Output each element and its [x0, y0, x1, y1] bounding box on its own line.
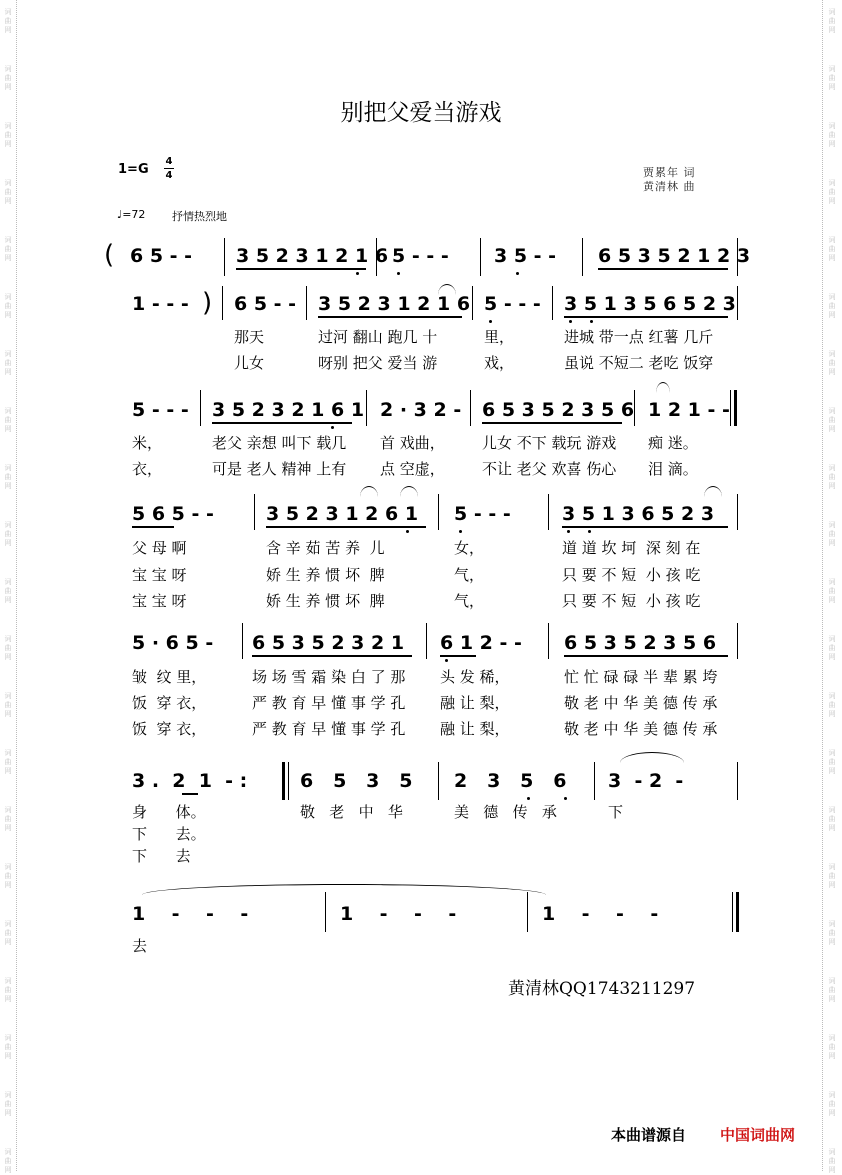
watermark-text: 词曲网: [4, 65, 12, 91]
lyric: 气，: [454, 592, 485, 610]
lyric: 敬 老 中 华 美 德 传 承: [564, 694, 718, 712]
lyric: 那天: [234, 328, 265, 346]
measure: 5 6 5 - -: [132, 503, 214, 525]
watermark-text: 词曲网: [828, 578, 836, 604]
lyricist-credit: 贾累年 词: [643, 166, 696, 179]
watermark-text: 词曲网: [4, 464, 12, 490]
underline-beam: [482, 422, 622, 424]
watermark-text: 词曲网: [4, 863, 12, 889]
watermark-text: 词曲网: [828, 1034, 836, 1060]
measure: 3 . 2 1 - :: [132, 770, 248, 792]
watermark-text: 词曲网: [828, 521, 836, 547]
repeat-barline-thick: [282, 762, 285, 800]
watermark-text: 词曲网: [828, 65, 836, 91]
lyric: 呀别 把父 爱当 游: [318, 354, 438, 372]
underline-beam: [598, 268, 728, 270]
lyric: 敬 老 中 华: [300, 803, 403, 821]
lyric: 里，: [484, 328, 515, 346]
measure: 1 - - -: [132, 293, 189, 315]
measure: 1 2 1 - -: [648, 399, 730, 421]
measure: 5 · 6 5 -: [132, 632, 214, 654]
lyric: 可是 老人 精神 上有: [212, 460, 347, 478]
lyric: 身 体。: [132, 803, 206, 821]
measure: 6 5 3 5 2 3 5 6: [564, 632, 717, 654]
watermark-text: 词曲网: [4, 635, 12, 661]
octave-dot: [516, 272, 519, 275]
lyric: 只 要 不 短 小 孩 吃: [562, 566, 701, 584]
barline: [594, 762, 595, 800]
lyric: 去: [132, 937, 148, 955]
watermark-text: 词曲网: [828, 122, 836, 148]
watermark-text: 词曲网: [828, 749, 836, 775]
lyric: 头 发 稀，: [440, 668, 510, 686]
lyric: 敬 老 中 华 美 德 传 承: [564, 720, 718, 738]
watermark-text: 词曲网: [828, 806, 836, 832]
octave-dot: [590, 320, 593, 323]
measure: 3 5 2 3 2 1 6 1: [212, 399, 365, 421]
barline: [548, 494, 549, 530]
watermark-text: 词曲网: [4, 122, 12, 148]
watermark-text: 词曲网: [4, 236, 12, 262]
barline: [737, 762, 738, 800]
barline: [254, 494, 255, 530]
watermark-text: 词曲网: [828, 350, 836, 376]
lyric: 米，: [132, 434, 163, 452]
lyric: 皱 纹 里，: [132, 668, 207, 686]
measure: 6 5 3 5 2 3 2 1: [252, 632, 405, 654]
key-signature: 1=G: [118, 162, 149, 177]
watermark-text: 词曲网: [828, 407, 836, 433]
lyric: 严 教 育 早 懂 事 学 孔: [252, 720, 406, 738]
underline-beam: [318, 316, 462, 318]
barline: [480, 238, 481, 276]
barline: [242, 623, 243, 659]
measure: 3 5 2 3 1 2 1 6: [236, 245, 389, 267]
time-signature: [164, 156, 174, 181]
octave-dot: [331, 426, 334, 429]
watermark-text: 词曲网: [4, 407, 12, 433]
octave-dot: [569, 320, 572, 323]
measure: 1 - - -: [340, 903, 457, 925]
barline: [306, 286, 307, 320]
measure: 2 · 3 2 -: [380, 399, 462, 421]
watermark-column-right: [826, 0, 838, 1174]
lyric: 下 去: [132, 847, 191, 865]
lyric: 首 戏曲，: [380, 434, 445, 452]
measure: 3 5 1 3 5 6 5 2 3: [564, 293, 736, 315]
slur: [620, 752, 684, 763]
barline: [376, 238, 377, 276]
lyric: 宝 宝 呀: [132, 592, 187, 610]
octave-dot: [397, 272, 400, 275]
measure: 6 5 3 5: [300, 770, 413, 792]
watermark-text: 词曲网: [4, 920, 12, 946]
barline: [582, 238, 583, 276]
repeat-barline-thin: [288, 762, 289, 800]
lyric: 严 教 育 早 懂 事 学 孔: [252, 694, 406, 712]
composer-credit: 黄清林 曲: [643, 180, 696, 193]
lyric: 道 道 坎 坷 深 刻 在: [562, 539, 701, 557]
barline: [366, 390, 367, 426]
octave-dot: [564, 797, 567, 800]
lyric: 泪 滴。: [648, 460, 698, 478]
measure: 6 1 2 - -: [440, 632, 522, 654]
lyric: 过河 翻山 跑几 十: [318, 328, 438, 346]
lyric: 衣，: [132, 460, 163, 478]
barline: [552, 286, 553, 320]
watermark-text: 词曲网: [828, 920, 836, 946]
watermark-text: 词曲网: [828, 179, 836, 205]
underline-beam: [564, 316, 728, 318]
watermark-text: 词曲网: [828, 293, 836, 319]
lyric: 含 辛 茹 苦 养 儿: [266, 539, 385, 557]
measure: 6 5 - -: [130, 245, 193, 267]
watermark-text: 词曲网: [828, 863, 836, 889]
watermark-text: 词曲网: [828, 635, 836, 661]
time-signature-bottom: 4: [165, 170, 173, 181]
underline-beam: [212, 422, 352, 424]
measure: 5 - - -: [132, 399, 189, 421]
lyric: 娇 生 养 惯 坏 脾: [266, 592, 385, 610]
measure: 6 5 - -: [234, 293, 297, 315]
watermark-text: 词曲网: [828, 8, 836, 34]
slur: [360, 486, 378, 497]
lyric: 宝 宝 呀: [132, 566, 187, 584]
lyric: 父 母 啊: [132, 539, 187, 557]
measure: 3 5 2 3 1 2 1 6: [318, 293, 471, 315]
repeat-barline-thick: [734, 390, 737, 426]
underline-beam: [564, 655, 728, 657]
watermark-text: 词曲网: [828, 977, 836, 1003]
time-signature-top: 4: [165, 156, 173, 167]
barline: [737, 494, 738, 530]
final-barline-thin: [732, 892, 733, 932]
measure: 6 5 3 5 2 1 2 3: [598, 245, 751, 267]
measure: 3 5 1 3 6 5 2 3: [562, 503, 715, 525]
barline: [527, 892, 528, 932]
underline-beam: [252, 655, 412, 657]
measure: 5 - - -: [454, 503, 511, 525]
lyric: 老父 亲想 叫下 载几: [212, 434, 347, 452]
octave-dot: [489, 320, 492, 323]
barline: [737, 286, 738, 320]
slur: [400, 486, 418, 497]
lyric: 只 要 不 短 小 孩 吃: [562, 592, 701, 610]
barline: [325, 892, 326, 932]
watermark-column-left: [2, 0, 14, 1174]
author-contact: 黄清林QQ1743211297: [508, 979, 696, 999]
repeat-barline-thin: [730, 390, 731, 426]
watermark-text: 词曲网: [4, 578, 12, 604]
lyric: 娇 生 养 惯 坏 脾: [266, 566, 385, 584]
slur: [704, 486, 722, 497]
song-title: 别把父爱当游戏: [340, 100, 502, 126]
expression-marking: 抒情热烈地: [172, 210, 227, 223]
underline-beam: [562, 526, 728, 528]
measure: 5 - - -: [392, 245, 449, 267]
watermark-text: 词曲网: [828, 464, 836, 490]
octave-dot: [459, 530, 462, 533]
watermark-text: 词曲网: [4, 179, 12, 205]
watermark-text: 词曲网: [4, 1148, 12, 1174]
watermark-text: 词曲网: [4, 806, 12, 832]
underline-beam: [182, 793, 198, 795]
watermark-text: 词曲网: [4, 293, 12, 319]
measure: 2 3 5 6: [454, 770, 567, 792]
watermark-text: 词曲网: [4, 749, 12, 775]
barline: [438, 762, 439, 800]
measure: 1 - - -: [132, 903, 249, 925]
barline: [472, 286, 473, 320]
octave-dot: [406, 530, 409, 533]
octave-dot: [567, 530, 570, 533]
barline: [224, 238, 225, 276]
barline: [737, 623, 738, 659]
lyric: 饭 穿 衣，: [132, 720, 207, 738]
final-barline-thick: [736, 892, 739, 932]
watermark-text: 词曲网: [4, 1034, 12, 1060]
lyric: 美 德 传 承: [454, 803, 557, 821]
lyric: 融 让 梨，: [440, 720, 510, 738]
repeat-paren-open: (: [104, 240, 115, 270]
barline: [548, 623, 549, 659]
measure: 5 - - -: [484, 293, 541, 315]
octave-dot: [527, 797, 530, 800]
lyric: 饭 穿 衣，: [132, 694, 207, 712]
lyric: 不让 老父 欢喜 伤心: [482, 460, 617, 478]
barline: [634, 390, 635, 426]
lyric: 儿女 不下 载玩 游戏: [482, 434, 617, 452]
lyric: 儿女: [234, 354, 265, 372]
watermark-text: 词曲网: [4, 350, 12, 376]
repeat-paren-close: ): [202, 288, 213, 318]
underline-beam: [440, 655, 476, 657]
lyric: 虽说 不短二 老吃 饭穿: [564, 354, 714, 372]
lyric: 忙 忙 碌 碌 半 辈 累 垮: [564, 668, 718, 686]
watermark-text: 词曲网: [828, 236, 836, 262]
barline: [470, 390, 471, 426]
slur: [656, 382, 670, 393]
lyric: 下 去。: [132, 825, 206, 843]
lyric: 气，: [454, 566, 485, 584]
underline-beam: [132, 526, 174, 528]
watermark-text: 词曲网: [4, 8, 12, 34]
watermark-text: 词曲网: [828, 1148, 836, 1174]
octave-dot: [445, 659, 448, 662]
measure: 1 - - -: [542, 903, 659, 925]
lyric: 戏，: [484, 354, 515, 372]
underline-beam: [266, 526, 426, 528]
source-label: 本曲谱源自: [611, 1126, 687, 1144]
measure: 3 5 - -: [494, 245, 557, 267]
tie: [142, 884, 546, 895]
lyric: 点 空虚，: [380, 460, 445, 478]
measure: 6 5 3 5 2 3 5 6: [482, 399, 635, 421]
slur: [438, 284, 456, 295]
lyric: 下: [608, 803, 624, 821]
watermark-text: 词曲网: [4, 692, 12, 718]
lyric: 进城 带一点 红薯 几斤: [564, 328, 714, 346]
watermark-text: 词曲网: [4, 1091, 12, 1117]
measure: 3 5 2 3 1 2 6 1: [266, 503, 419, 525]
barline: [737, 238, 738, 276]
lyric: 融 让 梨，: [440, 694, 510, 712]
barline: [222, 286, 223, 320]
tempo-marking: ♩=72: [117, 208, 146, 221]
octave-dot: [588, 530, 591, 533]
barline: [438, 494, 439, 530]
lyric: 女，: [454, 539, 485, 557]
measure: 3 - 2 -: [608, 770, 684, 792]
octave-dot: [356, 272, 359, 275]
source-site-link[interactable]: 中国词曲网: [720, 1126, 796, 1144]
barline: [200, 390, 201, 426]
barline: [426, 623, 427, 659]
watermark-text: 词曲网: [4, 521, 12, 547]
watermark-text: 词曲网: [4, 977, 12, 1003]
watermark-text: 词曲网: [828, 1091, 836, 1117]
watermark-text: 词曲网: [828, 692, 836, 718]
underline-beam: [236, 268, 366, 270]
lyric: 痴 迷。: [648, 434, 698, 452]
lyric: 场 场 雪 霜 染 白 了 那: [252, 668, 406, 686]
